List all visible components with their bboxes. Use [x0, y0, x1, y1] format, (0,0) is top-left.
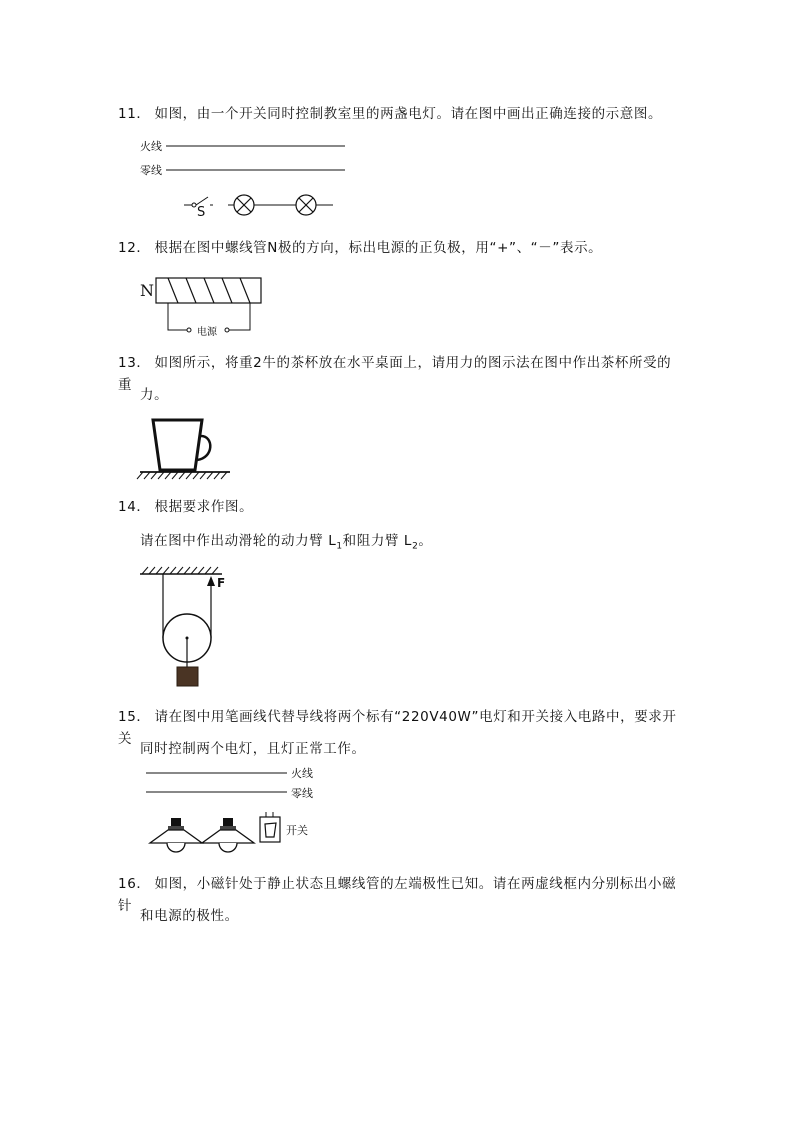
table-hatching	[137, 472, 227, 479]
neutral-wire-label: 零线	[291, 787, 313, 800]
question-14-instruction	[140, 530, 700, 558]
teacup-icon	[153, 420, 202, 470]
terminal	[187, 328, 191, 332]
neutral-wire-label: 零线	[140, 164, 162, 177]
power-source-label: 电源	[197, 327, 217, 338]
cup-handle	[197, 436, 210, 460]
lamp-icon	[228, 195, 296, 215]
pulley-wheel	[163, 614, 211, 662]
question-text: 请在图中用笔画线代替导线将两个标有“220V40W”电灯和开关接入电路中，要求开关	[118, 709, 677, 747]
question-14	[118, 496, 678, 518]
subscript: 1	[336, 541, 343, 552]
switch-label: 开关	[286, 824, 308, 837]
question-13-continued	[140, 384, 700, 406]
north-pole-label: N	[140, 281, 154, 300]
terminal	[225, 328, 229, 332]
question-text: 如图所示，将重2牛的茶杯放在水平桌面上，请用力的图示法在图中作出茶杯所受的重	[118, 355, 672, 393]
question-16-continued	[140, 905, 700, 927]
question-number: 12．	[118, 240, 151, 256]
question-number: 13．	[118, 355, 151, 371]
weight-block	[177, 667, 198, 686]
live-wire-label: 火线	[291, 767, 313, 780]
force-arrow-icon	[207, 576, 215, 586]
live-wire-label: 火线	[140, 140, 162, 153]
question-text: 同时控制两个电灯，且灯正常工作。	[140, 741, 366, 757]
question-number: 16．	[118, 876, 151, 892]
subscript: 2	[412, 541, 419, 552]
instruction-text: 请在图中作出动滑轮的动力臂 L	[140, 533, 337, 549]
question-text: 力。	[140, 387, 169, 403]
switch-label: S	[197, 205, 206, 220]
instruction-text: 和阻力臂 L	[342, 533, 413, 549]
question-title: 根据要求作图。	[154, 499, 254, 515]
ceiling-lamp-icon	[202, 818, 254, 852]
force-label: F	[217, 576, 226, 590]
question-text: 如图，由一个开关同时控制教室里的两盏电灯。请在图中画出正确连接的示意图。	[154, 106, 663, 122]
solenoid-core	[156, 278, 261, 303]
lamp-icon	[296, 195, 333, 215]
question-number: 11．	[118, 106, 151, 122]
question-text: 根据在图中螺线管N极的方向，标出电源的正负极，用“+”、“－”表示。	[154, 240, 603, 256]
question-11	[118, 103, 678, 125]
ceiling-hatching	[142, 567, 218, 574]
wall-switch-icon	[260, 812, 280, 842]
question-12	[118, 237, 678, 259]
question-number: 14．	[118, 499, 151, 515]
question-text: 如图，小磁针处于静止状态且螺线管的左端极性已知。请在两虚线框内分别标出小磁针	[118, 876, 677, 914]
solenoid-coil	[168, 278, 250, 303]
pulley-axle	[186, 637, 189, 640]
question-number: 15．	[118, 709, 151, 725]
ceiling-lamp-icon	[150, 818, 202, 852]
question-15-continued	[140, 738, 700, 760]
question-text: 和电源的极性。	[140, 908, 239, 924]
instruction-text: 。	[418, 533, 433, 549]
